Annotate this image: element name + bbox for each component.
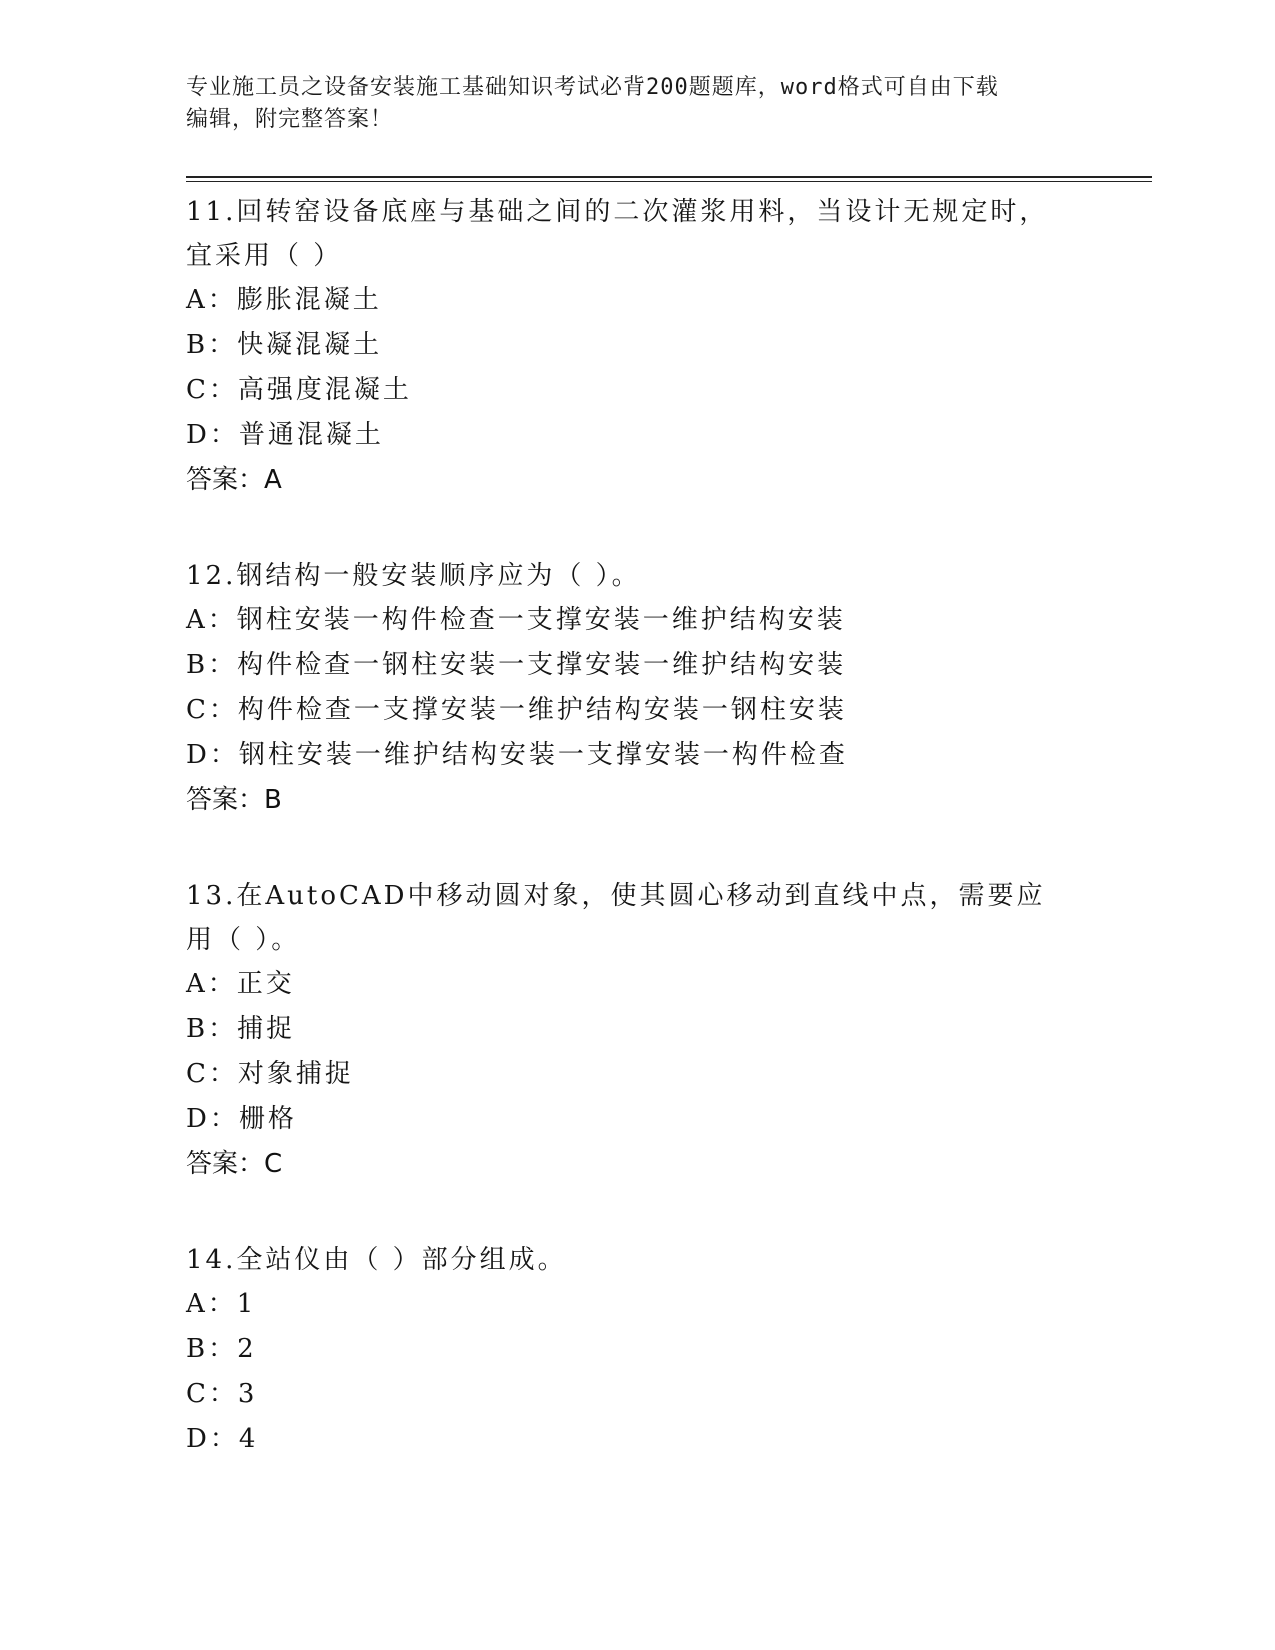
- option-c: C：3: [186, 1379, 258, 1409]
- question-11: [186, 190, 1086, 502]
- header-line-2: 编辑，附完整答案！: [186, 107, 394, 132]
- answer-line: 答案：C: [186, 1149, 283, 1179]
- option-d: D：普通混凝土: [186, 420, 384, 450]
- header-divider-thick: [186, 176, 1152, 178]
- option-c: C：高强度混凝土: [186, 375, 412, 405]
- option-b: B：构件检查一钢柱安装一支撑安装一维护结构安装: [186, 650, 847, 680]
- option-a: A：正交: [186, 969, 295, 999]
- answer-line: 答案：A: [186, 465, 282, 495]
- question-stem: 11.回转窑设备底座与基础之间的二次灌浆用料，当设计无规定时，宜采用（ ）: [186, 197, 1049, 271]
- header-divider-thin: [186, 181, 1152, 182]
- question-stem: 12.钢结构一般安装顺序应为（ ）。: [186, 561, 641, 591]
- option-b: B：2: [186, 1334, 257, 1364]
- answer-line: 答案：B: [186, 785, 282, 815]
- header-line-1: 专业施工员之设备安装施工基础知识考试必背200题题库，word格式可自由下载: [186, 75, 999, 100]
- option-a: A：钢柱安装一构件检查一支撑安装一维护结构安装: [186, 605, 846, 635]
- question-stem: 13.在AutoCAD中移动圆对象，使其圆心移动到直线中点，需要应用（ ）。: [186, 881, 1046, 955]
- option-b: B：快凝混凝土: [186, 330, 383, 360]
- spacer: [186, 1186, 1086, 1238]
- spacer: [186, 502, 1086, 554]
- option-c: C：构件检查一支撑安装一维护结构安装一钢柱安装: [186, 695, 847, 725]
- option-a: A：膨胀混凝土: [186, 285, 382, 315]
- option-b: B：捕捉: [186, 1014, 296, 1044]
- option-d: D：栅格: [186, 1104, 297, 1134]
- option-d: D：4: [186, 1424, 259, 1454]
- question-13: [186, 874, 1086, 1186]
- option-d: D：钢柱安装一维护结构安装一支撑安装一构件检查: [186, 740, 848, 770]
- question-stem: 14.全站仪由（ ）部分组成。: [186, 1245, 567, 1275]
- document-header: [186, 72, 1066, 136]
- question-12: [186, 554, 1086, 822]
- question-14: [186, 1238, 1086, 1462]
- question-list: [186, 190, 1086, 1462]
- option-a: A：1: [186, 1289, 257, 1319]
- spacer: [186, 822, 1086, 874]
- option-c: C：对象捕捉: [186, 1059, 354, 1089]
